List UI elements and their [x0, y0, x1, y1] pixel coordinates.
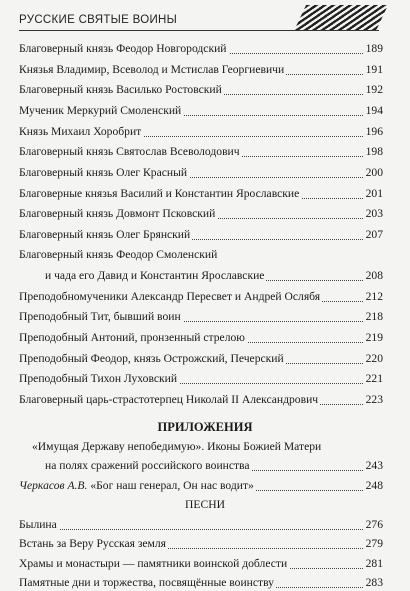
article-title: «Бог наш генерал, Он нас водит» — [90, 479, 254, 492]
toc-entry — [19, 517, 383, 533]
toc-entry — [19, 289, 383, 305]
toc-entry-title: Благоверный князь Василько Ростовский — [19, 83, 222, 96]
toc-entry — [19, 41, 383, 57]
toc-entry-title: Благоверный князь Феодор Новгородский — [19, 42, 227, 55]
toc-entry — [19, 227, 383, 243]
toc-entry-page: 218 — [365, 310, 383, 323]
toc-entry-page: 194 — [365, 104, 383, 117]
toc-entry-title: и чада его Давид и Константин Ярославские — [45, 269, 265, 282]
toc-entry-page: 223 — [365, 393, 383, 406]
toc-entry-page: 219 — [365, 331, 383, 344]
toc-entry-title: Мученик Меркурий Смоленский — [19, 104, 182, 117]
toc-entry-page: 220 — [365, 352, 383, 365]
toc-entry — [19, 309, 383, 325]
toc-entry — [19, 536, 383, 552]
toc-entry-title: Князья Владимир, Всеволод и Мстислав Георгиевичи — [19, 63, 285, 76]
toc-entry-page: 208 — [365, 269, 383, 282]
toc-entry — [19, 575, 383, 591]
dot-leader — [19, 529, 383, 530]
toc-entry-title: Благоверный царь-страстотерпец Николай II Александрович — [19, 393, 319, 406]
header-rule — [19, 30, 379, 31]
toc-entry-title: Князь Михаил Хоробрит — [19, 125, 142, 138]
toc-entry-page: 281 — [365, 557, 383, 570]
toc-entry — [19, 351, 383, 367]
toc-entry — [19, 144, 383, 160]
toc-entry-page: 276 — [365, 518, 383, 531]
toc-entry-title: Преподобный Тихон Луховский — [19, 372, 178, 385]
toc-entry-title: Былина — [19, 518, 57, 531]
toc-entry-page: 248 — [365, 479, 383, 492]
running-header — [0, 0, 410, 38]
toc-entry-title: Памятные дни и торжества, посвящённые воинству — [19, 576, 274, 589]
toc-entry-page: 203 — [365, 207, 383, 220]
toc-entry-page: 200 — [365, 166, 383, 179]
toc-entry-page: 198 — [365, 145, 383, 158]
toc-entry-page: 207 — [365, 228, 383, 241]
toc-entry — [19, 206, 383, 222]
toc-entry-title: Благоверный князь Олег Красный — [19, 166, 188, 179]
toc-entry-page: 196 — [365, 125, 383, 138]
toc-entry — [19, 330, 383, 346]
toc-entry-title: Благоверный князь Довмонт Псковский — [19, 207, 216, 220]
toc-entry-title: Благоверный князь Олег Брянский — [19, 228, 191, 241]
toc-entry — [19, 62, 383, 78]
songs-heading: ПЕСНИ — [185, 498, 225, 511]
toc-entry — [19, 556, 383, 572]
appendix-line2: на полях сражений российского воинства — [45, 459, 250, 472]
toc-entry-title: Храмы и монастыри — памятники воинской доблести — [19, 557, 288, 570]
toc-entry-page: 221 — [365, 372, 383, 385]
toc-entry — [19, 165, 383, 181]
toc-entry-page: 283 — [365, 576, 383, 589]
toc-entry — [19, 268, 383, 284]
toc-entry — [19, 371, 383, 387]
st-george-ribbon-decoration — [294, 5, 388, 31]
toc-entry — [19, 103, 383, 119]
toc-entry — [19, 458, 383, 474]
toc-entry — [19, 124, 383, 140]
appendix-article — [19, 478, 256, 494]
header-title: РУССКИЕ СВЯТЫЕ ВОИНЫ — [19, 14, 178, 26]
toc-entry-page: 243 — [365, 459, 383, 472]
toc-entry — [19, 186, 383, 202]
toc-entry-title: Благоверный князь Феодор Смоленский — [19, 248, 218, 261]
toc-entry — [19, 82, 383, 98]
appendix-line1: «Имущая Державу непобедимую». Иконы Божией Матери — [32, 440, 322, 453]
toc-entry-page: 279 — [365, 537, 383, 550]
toc-entry-page: 189 — [365, 42, 383, 55]
toc-entry-page: 192 — [365, 83, 383, 96]
toc-entry-page: 191 — [365, 63, 383, 76]
toc-entry-page: 212 — [365, 290, 383, 303]
toc-entry-page: 201 — [365, 187, 383, 200]
toc-entry — [19, 478, 383, 494]
toc-entry-title: Встань за Веру Русская земля — [19, 537, 167, 550]
toc-entry-title: Благоверные князья Василий и Константин Ярославские — [19, 187, 300, 200]
appendix-heading: ПРИЛОЖЕНИЯ — [157, 420, 253, 434]
toc-entry — [19, 392, 383, 408]
toc-entry-title: Преподобный Тит, бывший воин — [19, 310, 181, 323]
toc-entry-title: Преподобный Антоний, пронзенный стрелою — [19, 331, 245, 344]
author-name: Черкасов А.В. — [19, 479, 88, 492]
toc-entry-title: Преподобномученики Александр Пересвет и Андрей Ослябя — [19, 290, 321, 303]
toc-entry-title: Преподобный Феодор, князь Острожский, Печерский — [19, 352, 284, 365]
toc-entry-title: Благоверный князь Святослав Всеволодович — [19, 145, 240, 158]
